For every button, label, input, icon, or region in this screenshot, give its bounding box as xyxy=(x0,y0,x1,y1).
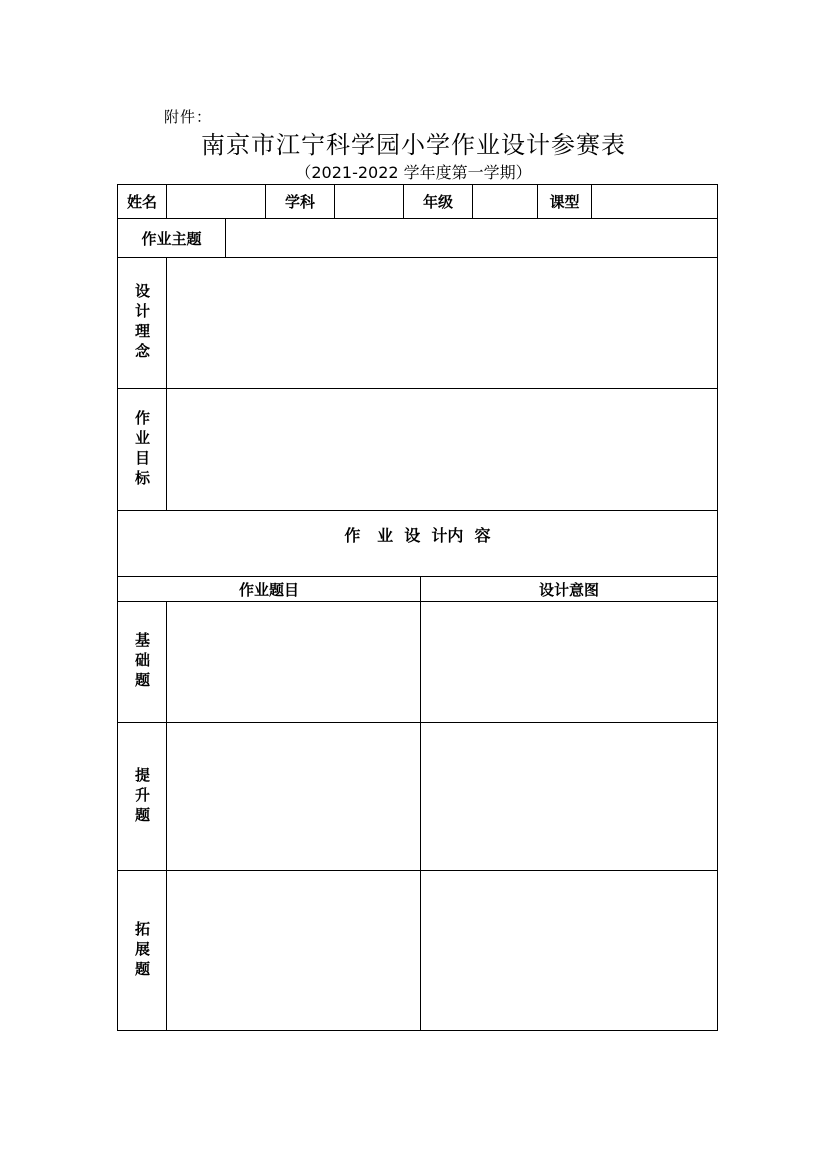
basic-level-label: 基础题 xyxy=(133,632,151,692)
subject-label: 学科 xyxy=(284,193,315,211)
subject-field[interactable] xyxy=(335,185,403,218)
design-concept-field[interactable] xyxy=(167,258,717,388)
name-label: 姓名 xyxy=(126,193,157,211)
improve-level-label: 提升题 xyxy=(133,766,151,827)
attachment-label: 附件： xyxy=(164,108,213,126)
page-title: 南京市江宁科学园小学作业设计参赛表 xyxy=(201,131,626,159)
design-concept-label: 设计理念 xyxy=(133,283,151,363)
content-section-title: 作 业 设 计内 容 xyxy=(344,526,491,545)
theme-field[interactable] xyxy=(226,219,717,257)
extend-level-label: 拓展题 xyxy=(133,920,151,981)
question-column-header: 作业题目 xyxy=(238,580,299,599)
homework-goal-label: 作业目标 xyxy=(133,409,151,490)
basic-intent-field[interactable] xyxy=(421,602,717,722)
lesson-type-label: 课型 xyxy=(549,193,580,211)
theme-label: 作业主题 xyxy=(141,229,202,248)
improve-question-field[interactable] xyxy=(167,723,420,870)
name-field[interactable] xyxy=(167,185,265,218)
extend-intent-field[interactable] xyxy=(421,871,717,1030)
improve-intent-field[interactable] xyxy=(421,723,717,870)
extend-question-field[interactable] xyxy=(167,871,420,1030)
lesson-type-field[interactable] xyxy=(592,185,717,218)
intent-column-header: 设计意图 xyxy=(538,580,599,599)
grade-label: 年级 xyxy=(422,193,453,211)
homework-design-form xyxy=(117,184,718,1031)
row-divider xyxy=(118,510,717,511)
homework-goal-field[interactable] xyxy=(167,389,717,510)
page-subtitle: （2021-2022 学年度第一学期） xyxy=(295,163,532,182)
grade-field[interactable] xyxy=(473,185,537,218)
basic-question-field[interactable] xyxy=(167,602,420,722)
